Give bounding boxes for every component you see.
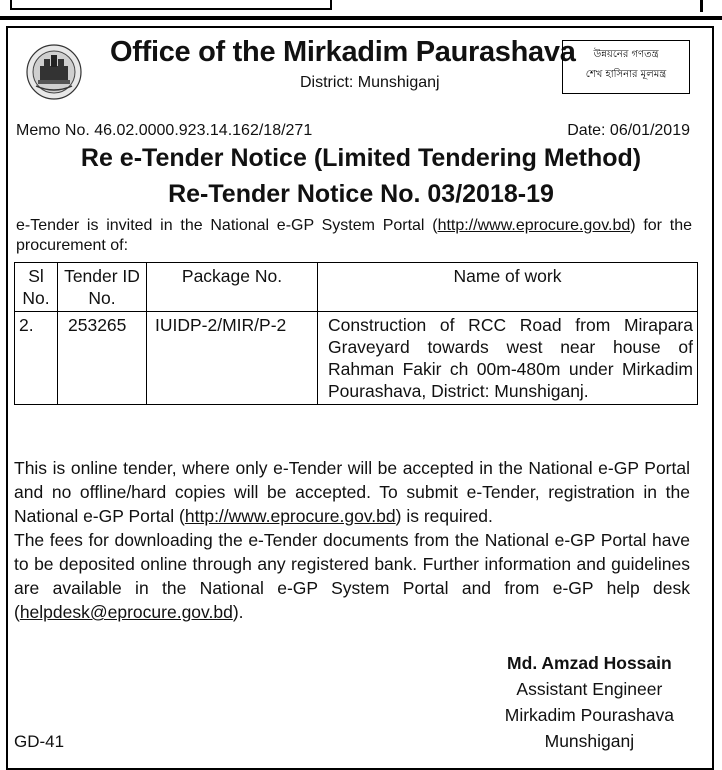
notice-title: Re e-Tender Notice (Limited Tendering Method): [80, 144, 642, 172]
top-border-strip: [0, 0, 722, 20]
signatory-name: Md. Amzad Hossain: [507, 653, 672, 673]
header-work: Name of work: [318, 263, 698, 312]
memo-date: Date: 06/01/2019: [567, 122, 690, 139]
paurashava-seal-icon: [26, 44, 82, 100]
intro-text-before: e-Tender is invited in the National e-GP System Portal (: [16, 217, 438, 234]
signatory-designation: Assistant Engineer: [516, 679, 663, 699]
reference-code: GD-41: [14, 732, 65, 751]
district-label: District: Munshiganj: [300, 74, 440, 91]
cell-sl: 2.: [15, 312, 58, 405]
portal-link[interactable]: http://www.eprocure.gov.bd: [437, 217, 631, 234]
slogan-line-2: শেখ হাসিনার মূলমন্ত্র: [585, 69, 667, 80]
cell-tender-id: 253265: [58, 312, 147, 405]
intro-paragraph: [16, 216, 692, 256]
online-tender-paragraph: [14, 456, 690, 528]
signatory-office: Mirkadim Pourashava: [504, 705, 674, 725]
notice-number: Re-Tender Notice No. 03/2018-19: [168, 180, 554, 208]
table-header-row: [15, 263, 698, 312]
slogan-line-1: উন্নয়নের গণতন্ত্র: [593, 49, 659, 60]
header-sl: Sl No.: [15, 263, 58, 312]
p1-text-before: This is online tender, where only e-Tender will be accepted in the National e-GP Portal and no offline/hard copies will be accepted. To submit e-Tender, registration in the National e-GP Portal (: [14, 458, 690, 526]
signatory-location: Munshiganj: [544, 731, 635, 751]
portal-link-2[interactable]: http://www.eprocure.gov.bd: [184, 506, 396, 526]
notes-section: [14, 456, 690, 624]
helpdesk-email-link[interactable]: helpdesk@eprocure.gov.bd: [19, 602, 233, 622]
intro-text-after: ) for the procurement of:: [16, 217, 692, 254]
works-table: [14, 262, 698, 405]
header-tender-id: Tender ID No.: [58, 263, 147, 312]
cell-work: Construction of RCC Road from Mirapara Graveyard towards west near house of Rahman Fakir ch 00m-480m under Mirkadim Pourashava, District: Munshiganj.: [318, 312, 698, 405]
slogan-box: [562, 40, 690, 94]
memo-number: Memo No. 46.02.0000.923.14.162/18/271: [16, 122, 313, 139]
header-package: Package No.: [147, 263, 318, 312]
fees-paragraph: [14, 528, 690, 624]
previous-ad-edge-right: [332, 0, 703, 12]
p2-text-after: ).: [232, 602, 244, 622]
p2-text-before: The fees for downloading the e-Tender documents from the National e-GP Portal have to be deposited online through any registered bank. Further information and guidelines are available in the National e-GP System Portal and from e-GP help desk (: [14, 530, 690, 622]
cell-package: IUIDP-2/MIR/P-2: [147, 312, 318, 405]
signature-block: [505, 650, 674, 754]
table-row: [15, 312, 698, 405]
office-title: Office of the Mirkadim Paurashava: [110, 36, 576, 68]
previous-ad-edge: [10, 0, 332, 10]
p1-text-after: ) is required.: [395, 506, 493, 526]
